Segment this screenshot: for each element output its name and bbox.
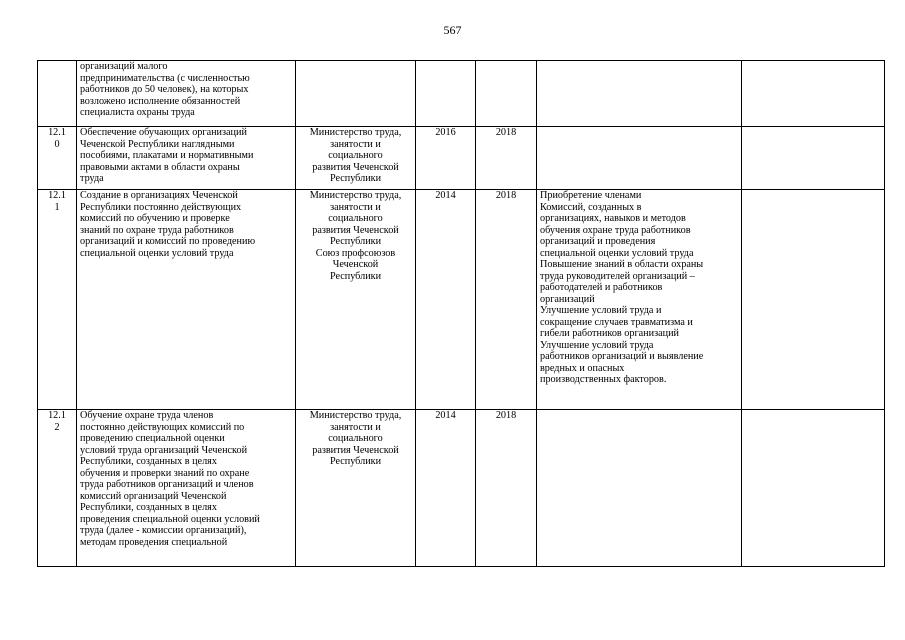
end-year-cell [476, 61, 537, 127]
table-row [38, 410, 885, 567]
expected-result-cell [537, 127, 742, 190]
table-row [38, 127, 885, 190]
responsible-cell: Министерство труда, занятости и социального развития Чеченской Республики [296, 127, 416, 190]
end-year-cell: 2018 [476, 190, 537, 410]
end-year-cell: 2018 [476, 410, 537, 567]
extra-cell [742, 61, 885, 127]
activity-name-cell: Обучение охране труда членов постоянно действующих комиссий по проведению специальной оценки условий труда организаций Чеченской Республики, созданных в целях обучения и проверки знаний по охране труда работников организаций и членов комиссий организаций Чеченской Республики, созданных в целях проведения специальной оценки условий труда (далее - комиссии организаций), методам проведения специальной [77, 410, 296, 567]
extra-cell [742, 190, 885, 410]
expected-result-cell [537, 61, 742, 127]
activity-name-cell: организаций малого предпринимательства (с численностью работников до 50 человек), на которых возложено исполнение обязанностей специалиста охраны труда [77, 61, 296, 127]
table-row [38, 61, 885, 127]
item-number-cell [38, 61, 77, 127]
expected-result-cell: Приобретение членами Комиссий, созданных в организациях, навыков и методов обучения охране труда работников организаций и проведения специальной оценки условий труда Повышение знаний в области охраны труда руководителей организаций – работодателей и работников организаций Улучшение условий труда и сокращение случаев травматизма и гибели работников организаций Улучшение условий труда работников организаций и выявление вредных и опасных производственных факторов. [537, 190, 742, 410]
table-row [38, 190, 885, 410]
start-year-cell: 2014 [416, 410, 476, 567]
responsible-cell [296, 61, 416, 127]
responsible-cell: Министерство труда, занятости и социального развития Чеченской Республики Союз профсоюзов Чеченской Республики [296, 190, 416, 410]
end-year-cell: 2018 [476, 127, 537, 190]
start-year-cell: 2016 [416, 127, 476, 190]
expected-result-cell [537, 410, 742, 567]
responsible-cell: Министерство труда, занятости и социального развития Чеченской Республики [296, 410, 416, 567]
item-number-cell: 12.1 0 [38, 127, 77, 190]
program-table [37, 60, 885, 567]
activity-name-cell: Создание в организациях Чеченской Республики постоянно действующих комиссий по обучению и проверке знаний по охране труда работников организаций и комиссий по проведению специальной оценки условий труда [77, 190, 296, 410]
page-number: 567 [443, 23, 462, 37]
start-year-cell: 2014 [416, 190, 476, 410]
extra-cell [742, 127, 885, 190]
activity-name-cell: Обеспечение обучающих организаций Чеченской Республики наглядными пособиями, плакатами и нормативными правовыми актами в области охраны труда [77, 127, 296, 190]
item-number-cell: 12.1 1 [38, 190, 77, 410]
extra-cell [742, 410, 885, 567]
item-number-cell: 12.1 2 [38, 410, 77, 567]
start-year-cell [416, 61, 476, 127]
